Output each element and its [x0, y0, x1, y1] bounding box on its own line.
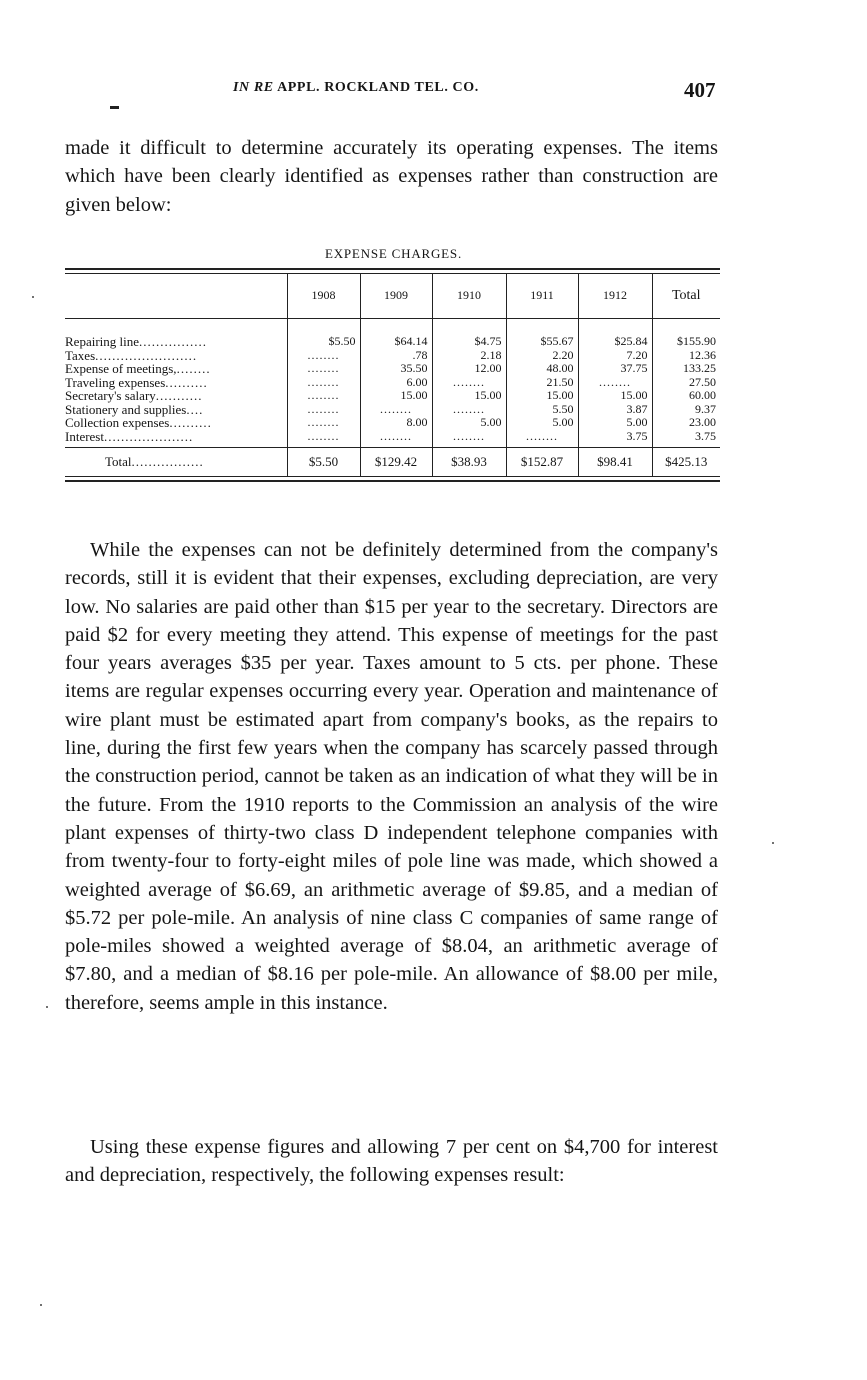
- total-cell: $425.13: [652, 448, 720, 477]
- table-row: [65, 349, 720, 363]
- row-label: [65, 376, 287, 390]
- leader-dots: ...........: [155, 388, 203, 403]
- table-cell: 6.00: [360, 376, 432, 390]
- running-title-rest: APPL. ROCKLAND TEL. CO.: [277, 80, 479, 95]
- table-cell: 2.18: [432, 349, 506, 363]
- empty-cell-dots: ........: [432, 376, 506, 390]
- table-row: [65, 319, 720, 349]
- table-cell: $155.90: [652, 319, 720, 349]
- closing-paragraph: Using these expense figures and allowing 7 per cent on $4,700 for interest and depreciation, respectively, the following expenses result:: [65, 1136, 718, 1187]
- table-cell: 60.00: [652, 389, 720, 403]
- table-title: EXPENSE CHARGES.: [324, 246, 463, 261]
- empty-cell-dots: ........: [432, 430, 506, 448]
- table-cell: 23.00: [652, 416, 720, 430]
- intro-paragraph: made it difficult to determine accurately its operating expenses. The items which have been clearly identified as expenses rather than construction are given below:: [65, 137, 718, 216]
- empty-cell-dots: ........: [287, 362, 360, 376]
- table-cell: .78: [360, 349, 432, 363]
- total-cell: $129.42: [360, 448, 432, 477]
- empty-cell-dots: ........: [578, 376, 652, 390]
- table-row: [65, 389, 720, 403]
- leader-dots: ........: [176, 361, 211, 376]
- row-label: [65, 430, 287, 448]
- leader-dots: .................: [131, 454, 204, 470]
- table-row: [65, 362, 720, 376]
- table-cell: 15.00: [360, 389, 432, 403]
- table-cell: 12.00: [432, 362, 506, 376]
- table-cell: 15.00: [578, 389, 652, 403]
- leader-dots: ..........: [165, 374, 208, 390]
- table-cell: 9.37: [652, 403, 720, 417]
- running-head: [0, 78, 867, 106]
- row-label-text: Stationery and supplies: [65, 401, 187, 417]
- running-title-italic: IN RE: [233, 80, 274, 95]
- empty-cell-dots: ........: [287, 389, 360, 403]
- row-label: [65, 319, 287, 349]
- table-row: [65, 430, 720, 448]
- table-cell: 2.20: [506, 349, 578, 363]
- row-label: [65, 389, 287, 403]
- column-header: 1908: [287, 274, 360, 319]
- expense-table: [65, 268, 720, 482]
- column-header-total: Total: [652, 274, 720, 319]
- row-label-text: Secretary's salary: [65, 388, 156, 403]
- table-cell: 133.25: [652, 362, 720, 376]
- expense-charges-table: [65, 274, 720, 476]
- empty-cell-dots: ........: [287, 416, 360, 430]
- row-label-text: Interest: [65, 428, 104, 444]
- table-cell: $25.84: [578, 319, 652, 349]
- row-label: [65, 403, 287, 417]
- table-cell: 3.75: [578, 430, 652, 448]
- total-cell: $5.50: [287, 448, 360, 477]
- total-cell: $98.41: [578, 448, 652, 477]
- column-header: 1912: [578, 274, 652, 319]
- table-cell: 5.50: [506, 403, 578, 417]
- table-cell: $4.75: [432, 319, 506, 349]
- row-label-text: Collection expenses: [65, 415, 170, 430]
- table-bottom-rule: [65, 476, 720, 482]
- running-title: [233, 80, 479, 96]
- table-cell: 15.00: [506, 389, 578, 403]
- table-total-row: [65, 448, 720, 477]
- leader-dots: .....................: [103, 428, 194, 444]
- stray-ink-mark: [110, 106, 119, 109]
- row-label-text: Traveling expenses: [65, 374, 166, 390]
- table-cell: 35.50: [360, 362, 432, 376]
- table-cell: 8.00: [360, 416, 432, 430]
- table-cell: 5.00: [578, 416, 652, 430]
- leader-dots: ........................: [95, 347, 198, 363]
- table-cell: 7.20: [578, 349, 652, 363]
- total-label-text: Total: [105, 454, 132, 470]
- table-cell: 37.75: [578, 362, 652, 376]
- table-cell: 48.00: [506, 362, 578, 376]
- column-header: 1910: [432, 274, 506, 319]
- row-label: [65, 362, 287, 376]
- paper-speck: [46, 1006, 48, 1008]
- row-label: [65, 416, 287, 430]
- table-cell: 3.87: [578, 403, 652, 417]
- table-cell: $64.14: [360, 319, 432, 349]
- row-label-text: Taxes: [65, 347, 96, 363]
- table-cell: $5.50: [287, 319, 360, 349]
- empty-cell-dots: ........: [287, 403, 360, 417]
- leader-dots: ................: [139, 334, 208, 349]
- empty-cell-dots: ........: [287, 349, 360, 363]
- table-header-row: [65, 274, 720, 319]
- total-cell: $152.87: [506, 448, 578, 477]
- column-header: 1909: [360, 274, 432, 319]
- table-cell: 5.00: [432, 416, 506, 430]
- empty-cell-dots: ........: [432, 403, 506, 417]
- page-number: 407: [684, 78, 716, 102]
- table-cell: 12.36: [652, 349, 720, 363]
- row-label-text: Expense of meetings,: [65, 361, 177, 376]
- table-cell: 21.50: [506, 376, 578, 390]
- total-label: [65, 448, 287, 477]
- empty-cell-dots: ........: [506, 430, 578, 448]
- paper-speck: [32, 296, 34, 298]
- paper-speck: [40, 1304, 42, 1306]
- column-header: 1911: [506, 274, 578, 319]
- table-row: [65, 376, 720, 390]
- total-cell: $38.93: [432, 448, 506, 477]
- header-label-cell: [65, 274, 287, 319]
- table-cell: 3.75: [652, 430, 720, 448]
- table-row: [65, 416, 720, 430]
- paper-speck: [772, 842, 774, 844]
- leader-dots: ..........: [169, 415, 212, 430]
- table-cell: 5.00: [506, 416, 578, 430]
- table-cell: $55.67: [506, 319, 578, 349]
- empty-cell-dots: ........: [287, 376, 360, 390]
- body-paragraph: While the expenses can not be definitely determined from the company's records, still it is evident that their expenses, excluding depreciation, are very low. No salaries are paid other than $15 per year to the secretary. Directors are paid $2 for every meeting they attend. This expense of meetings for the past four years averages $35 per year. Taxes amount to 5 cts. per phone. These items are regular expenses occurring every year. Operation and maintenance of wire plant must be estimated apart from company's books, as the repairs to line, during the first few years when the company has scarcely passed through the construction period, cannot be taken as an indication of what they will be in the future. From the 1910 reports to the Commission an analysis of the wire plant expenses of thirty-two class D independent telephone companies with from twenty-four to forty-eight miles of pole line was made, which showed a weighted average of $6.69, an arithmetic average of $9.85, and a median of $5.72 per pole-mile. An analysis of nine class C companies of same range of pole-miles showed a weighted average of $8.04, an arithmetic average of $7.80, and a median of $8.16 per pole-mile. An allowance of $8.00 per mile, therefore, seems ample in this instance.: [65, 539, 718, 1014]
- row-label: [65, 349, 287, 363]
- table-cell: 15.00: [432, 389, 506, 403]
- empty-cell-dots: ........: [287, 430, 360, 448]
- leader-dots: ....: [186, 401, 204, 417]
- row-label-text: Repairing line: [65, 334, 140, 349]
- table-row: [65, 403, 720, 417]
- empty-cell-dots: ........: [360, 403, 432, 417]
- empty-cell-dots: ........: [360, 430, 432, 448]
- table-cell: 27.50: [652, 376, 720, 390]
